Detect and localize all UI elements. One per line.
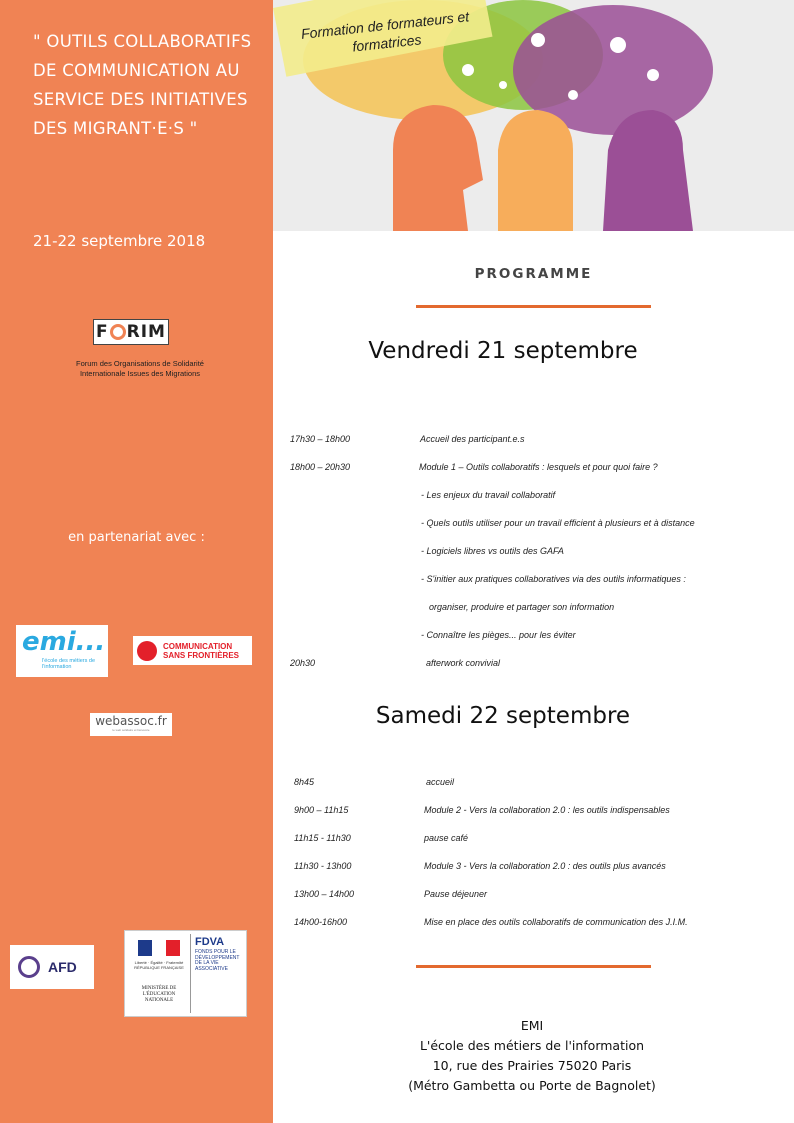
venue-full-name: L'école des métiers de l'information	[419, 1038, 645, 1053]
divider	[416, 305, 651, 308]
schedule-time: 11h30 - 13h00	[294, 861, 352, 871]
schedule-item: Pause déjeuner	[424, 889, 488, 899]
webassoc-logo: webassoc.fr le web solidaire et bénévole	[90, 713, 172, 736]
schedule-item: Module 3 - Vers la collaboration 2.0 : des outils plus avancés	[424, 861, 666, 871]
csf-logo: COMMUNICATION SANS FRONTIÈRES	[133, 636, 252, 665]
forim-caption: Forum des Organisations de Solidarité Internationale Issues des Migrations	[76, 359, 204, 378]
schedule-item: Accueil des participant.e.s	[420, 434, 525, 444]
french-flag-icon	[138, 940, 180, 956]
schedule-item: Mise en place des outils collaboratifs de communication des J.I.M.	[424, 917, 688, 927]
banner-label: Formation de formateurs et formatrices	[300, 8, 470, 55]
schedule-time: 9h00 – 11h15	[294, 805, 349, 815]
schedule-time: 11h15 - 11h30	[294, 833, 351, 843]
schedule-item: - Les enjeux du travail collaboratif	[421, 490, 556, 500]
day1-title: Vendredi 21 septembre	[368, 338, 638, 364]
forim-logo: F RIM	[93, 319, 169, 345]
emi-logo: emi... l'école des métiers de l'information	[16, 625, 108, 677]
schedule-item: - Connaître les pièges... pour les éviter	[421, 630, 576, 640]
schedule-item: accueil	[426, 777, 455, 787]
sidebar	[0, 0, 273, 1123]
partner-label: en partenariat avec :	[68, 530, 205, 545]
schedule-item: afterwork convivial	[426, 658, 501, 668]
schedule-time: 13h00 – 14h00	[294, 889, 355, 899]
schedule-time: 8h45	[294, 777, 315, 787]
forim-ring-icon	[110, 324, 126, 340]
venue-address: 10, rue des Prairies 75020 Paris	[432, 1058, 632, 1073]
day2-title: Samedi 22 septembre	[375, 703, 631, 729]
schedule-item: - S'initier aux pratiques collaboratives via des outils informatiques :	[421, 574, 686, 584]
venue-name: EMI	[520, 1018, 544, 1033]
schedule-time: 20h30	[290, 658, 316, 668]
schedule-item: organiser, produire et partager son information	[429, 602, 615, 612]
schedule-time: 17h30 – 18h00	[290, 434, 351, 444]
fdva-ministry-logo: Liberté · Égalité · Fraternité RÉPUBLIQUE FRANÇAISE MINISTÈRE DE L'ÉDUCATION NATIONALE FDVA FONDS POUR LE DÉVELOPPEMENT DE LA VIE ASSOCIATIVE	[124, 930, 247, 1017]
csf-emblem-icon	[137, 641, 157, 661]
schedule-item: - Quels outils utiliser pour un travail efficient à plusieurs et à distance	[421, 518, 695, 528]
schedule-time: 18h00 – 20h30	[290, 462, 351, 472]
event-title: " OUTILS COLLABORATIFS DE COMMUNICATION AU SERVICE DES INITIATIVES DES MIGRANT·E·S "	[33, 32, 252, 138]
afd-logo: AFD	[10, 945, 94, 989]
schedule-item: Module 2 - Vers la collaboration 2.0 : les outils indispensables	[424, 805, 670, 815]
schedule-item: pause café	[424, 833, 469, 843]
divider	[416, 965, 651, 968]
event-dates: 21-22 septembre 2018	[33, 232, 206, 250]
schedule-item: Module 1 – Outils collaboratifs : lesquels et pour quoi faire ?	[419, 462, 658, 472]
venue-metro: (Métro Gambetta ou Porte de Bagnolet)	[408, 1078, 656, 1093]
afd-ring-icon	[18, 956, 40, 978]
schedule-time: 14h00-16h00	[294, 917, 348, 927]
programme-heading: PROGRAMME	[474, 266, 593, 282]
schedule-item: - Logiciels libres vs outils des GAFA	[421, 546, 564, 556]
